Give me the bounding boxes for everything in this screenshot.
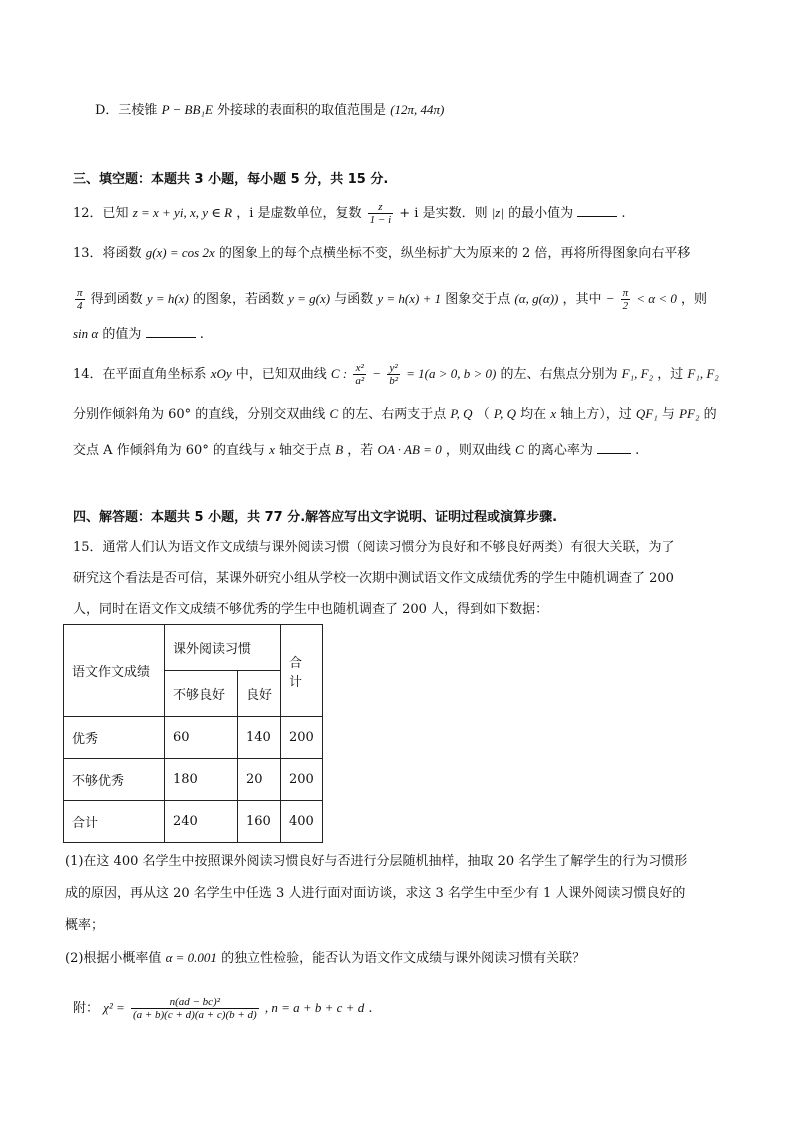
q14-text-2g: 均在 xyxy=(520,407,547,422)
question-14-line1 xyxy=(73,362,719,387)
q12-period: . xyxy=(621,206,626,221)
q14-frac-y xyxy=(387,362,400,387)
appendix-label: 附： xyxy=(73,1001,100,1016)
q14-pq-2: P, Q xyxy=(493,406,517,421)
table-cell-not-good: 60 xyxy=(165,717,238,759)
table-cell-not-good: 240 xyxy=(165,801,238,843)
table-cell-total: 200 xyxy=(281,717,323,759)
q14-period: . xyxy=(635,443,640,458)
q13-frac-den: 4 xyxy=(77,300,83,312)
q14-text-2i: 轴上方），过 xyxy=(560,407,632,422)
q14-de: 的 xyxy=(703,407,717,422)
table-col-total: 合计 xyxy=(281,625,323,717)
appendix-fraction xyxy=(131,996,259,1021)
table-row xyxy=(64,717,323,759)
table-cell-good: 140 xyxy=(238,717,281,759)
q13-minus: − xyxy=(605,291,615,306)
q15-alpha: α = 0.001 xyxy=(165,950,217,965)
table-col-not-good: 不够良好 xyxy=(165,671,238,717)
q14-text-i: ，过 xyxy=(657,367,684,382)
q14-eq: = 1(a > 0, b > 0) xyxy=(406,366,497,381)
q14-text-c: 中，已知双曲线 xyxy=(235,367,327,382)
q12-text-f: 的最小值为 xyxy=(508,206,574,221)
q14-text-a: 14．在平面直角坐标系 xyxy=(73,367,207,382)
q14-c: C xyxy=(329,406,339,421)
question-14-line3 xyxy=(73,441,639,460)
q14-foci-2: F₁, F₂ xyxy=(687,366,719,381)
q14-frac1-den: a² xyxy=(355,375,365,387)
table-col-good: 良好 xyxy=(238,671,281,717)
table-row xyxy=(64,801,323,843)
q12-answer-blank xyxy=(577,204,617,217)
q14-text-g: 的左、右焦点分别为 xyxy=(500,367,618,382)
q14-x-2: x xyxy=(269,442,275,457)
question-14-line2 xyxy=(73,405,717,424)
q14-xoy: xOy xyxy=(210,366,232,381)
q13-func-h1: y = h(x) + 1 xyxy=(377,291,442,306)
q14-frac-x xyxy=(353,362,366,387)
option-d xyxy=(95,101,444,120)
q12-text-c: ，i 是虚数单位，复数 xyxy=(236,206,362,221)
q13-text-3b: 的值为 xyxy=(102,327,142,342)
q13-func-h: y = h(x) xyxy=(146,291,189,306)
q14-frac1-num: x² xyxy=(353,362,366,375)
q13-text-2g: 图象交于点 xyxy=(445,292,511,307)
q13-frac-pi4 xyxy=(75,287,85,312)
table-cell-not-good: 180 xyxy=(165,759,238,801)
q12-abs-z: |z| xyxy=(491,205,504,220)
q13-point: (α, g(α)) xyxy=(514,291,559,306)
q13-text-a: 13．将函数 xyxy=(73,246,142,261)
q15-part1-line2: 成的原因，再从这 20 名学生中任选 3 人进行面对面访谈，求这 3 名学生中至少有 1 人课外阅读习惯良好的 xyxy=(65,886,686,901)
q12-text-d: + i 是实数．则 xyxy=(399,206,488,221)
contingency-table xyxy=(63,624,323,843)
q13-text-2c: 的图象，若函数 xyxy=(192,292,284,307)
q14-foci: F₁, F₂ xyxy=(621,366,654,381)
appendix-n: , n = a + b + c + d xyxy=(264,1000,365,1015)
table-row xyxy=(64,759,323,801)
table-row-header: 语文作文成绩 xyxy=(64,625,165,717)
table-cell-good: 20 xyxy=(238,759,281,801)
q14-text-3a: 交点 A 作倾斜角为 60° 的直线与 xyxy=(73,443,265,458)
q12-fraction xyxy=(368,201,393,226)
q13-text-2a: 得到函数 xyxy=(90,292,143,307)
q14-frac2-den: b² xyxy=(389,375,398,387)
q13-text-2i: ，其中 xyxy=(562,292,602,307)
appendix-period: . xyxy=(368,1001,373,1016)
appendix-chi: χ² = xyxy=(103,1000,125,1015)
appendix-frac-num: n(ad − bc)² xyxy=(131,996,259,1009)
option-d-label: D．三棱锥 xyxy=(95,103,158,118)
q13-period: . xyxy=(199,327,204,342)
q14-text-2a: 分别作倾斜角为 60° 的直线，分别交双曲线 xyxy=(73,407,326,422)
q15-part2-text-c: 的独立性检验，能否认为语文作文成绩与课外阅读习惯有关联？ xyxy=(221,951,586,966)
q14-pq: P, Q xyxy=(450,406,473,421)
q13-frac2-num: π xyxy=(622,287,629,299)
q13-frac-pi2 xyxy=(621,287,631,312)
option-d-range: (12π, 44π) xyxy=(390,102,445,117)
q14-frac2-num: y² xyxy=(387,362,400,375)
appendix-frac-den: (a + b)(c + d)(a + c)(b + d) xyxy=(132,1009,257,1021)
q13-text-2e: 与函数 xyxy=(334,292,374,307)
q14-and: 与 xyxy=(661,407,675,422)
option-d-text: 外接球的表面积的取值范围是 xyxy=(217,103,387,118)
q13-func-g: g(x) = cos 2x xyxy=(145,245,215,260)
question-13-line3 xyxy=(73,325,204,344)
question-12 xyxy=(73,201,626,226)
option-d-expr: P − BB₁E xyxy=(161,102,213,117)
q14-b: B xyxy=(335,442,344,457)
q14-pf2: PF₂ xyxy=(679,406,700,421)
q14-text-3i: 的离心率为 xyxy=(527,443,593,458)
q13-text-2l: ，则 xyxy=(681,292,708,307)
table-cell-label: 合计 xyxy=(64,801,165,843)
q14-text-3g: ，则双曲线 xyxy=(445,443,511,458)
table-cell-good: 160 xyxy=(238,801,281,843)
q12-text-a: 12．已知 xyxy=(73,206,129,221)
question-13-line1 xyxy=(73,244,690,263)
q15-line2: 研究这个看法是否可信，某课外研究小组从学校一次期中测试语文作文成绩优秀的学生中随机调查了 200 xyxy=(73,571,674,586)
q13-frac2-den: 2 xyxy=(622,300,629,312)
section3-heading: 三、填空题：本题共 3 小题，每小题 5 分，共 15 分. xyxy=(73,172,389,187)
q13-sin-alpha: sin α xyxy=(73,326,99,341)
table-cell-label: 不够优秀 xyxy=(64,759,165,801)
q14-minus: − xyxy=(372,366,382,381)
q14-curve-c: C : xyxy=(330,366,348,381)
q13-range: < α < 0 xyxy=(636,291,677,306)
q14-x: x xyxy=(550,406,557,421)
q14-c-2: C xyxy=(515,442,524,457)
q14-text-3e: ，若 xyxy=(347,443,374,458)
q13-text-c: 的图象上的每个点横坐标不变，纵坐标扩大为原来的 2 倍，再将所得图象向右平移 xyxy=(218,246,691,261)
q12-frac-den: 1 − i xyxy=(369,214,392,226)
table-cell-label: 优秀 xyxy=(64,717,165,759)
table-cell-total: 200 xyxy=(281,759,323,801)
q14-vectors: OA · AB = 0 xyxy=(377,442,442,457)
q15-part1-line3: 概率； xyxy=(65,918,105,933)
table-group-header: 课外阅读习惯 xyxy=(165,625,281,671)
question-13-line2 xyxy=(73,287,707,312)
q12-frac-num: z xyxy=(368,201,393,214)
q15-line3: 人，同时在语文作文成绩不够优秀的学生中也随机调查了 200 人，得到如下数据： xyxy=(73,602,549,617)
q15-line1: 15．通常人们认为语文作文成绩与课外阅读习惯（阅读习惯分为良好和不够良好两类）有很大关联，为了 xyxy=(73,540,675,555)
table-cell-total: 400 xyxy=(281,801,323,843)
q15-part2 xyxy=(65,949,585,968)
q13-func-g2: y = g(x) xyxy=(288,291,331,306)
q15-part1-line1: (1)在这 400 名学生中按照课外阅读习惯良好与否进行分层随机抽样，抽取 20 名学生了解学生的行为习惯形 xyxy=(65,854,688,869)
q14-qf1: QF₁ xyxy=(635,406,658,421)
q12-expr-z: z = x + yi, x, y ∈ R xyxy=(132,205,233,220)
q14-text-2c: 的左、右两支于点 xyxy=(342,407,447,422)
q15-part2-text-a: (2)根据小概率值 xyxy=(65,951,162,966)
q14-text-3c: 轴交于点 xyxy=(279,443,332,458)
q13-frac-num: π xyxy=(77,287,83,299)
appendix-formula xyxy=(73,996,373,1021)
q14-paren: （ xyxy=(476,407,490,422)
section4-heading: 四、解答题：本题共 5 小题，共 77 分.解答应写出文字说明、证明过程或演算步骤. xyxy=(73,510,558,525)
q13-answer-blank xyxy=(146,325,196,338)
q14-answer-blank xyxy=(597,441,631,454)
